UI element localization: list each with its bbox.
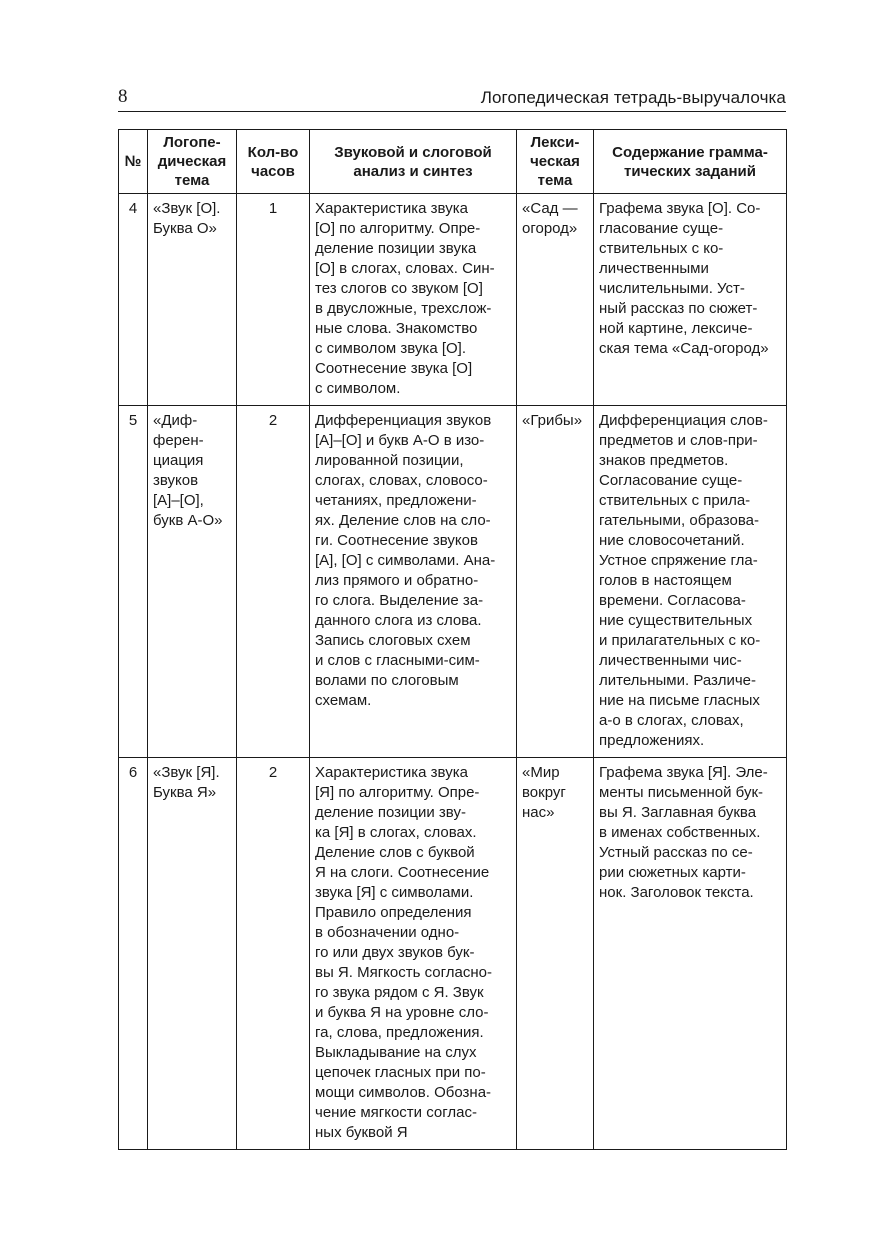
cell-line: ние существительных — [599, 612, 753, 629]
cell-line: волами по слоговым — [315, 672, 459, 689]
cell-line: Согласование суще- — [599, 472, 743, 489]
cell-line: менты письменной бук- — [599, 784, 764, 801]
cell-line: ях. Деление слов на сло- — [315, 512, 491, 529]
cell-line: лиз прямого и обратно- — [315, 572, 479, 589]
cell-number: 5 — [119, 406, 148, 758]
table-row — [119, 406, 787, 758]
cell-line: схемам. — [315, 692, 372, 709]
cell-line: го звука рядом с Я. Звук — [315, 984, 484, 1001]
col-header-lexical: Лекси- ческая тема — [517, 130, 594, 194]
cell-line: и буква Я на уровне сло- — [315, 1004, 489, 1021]
cell-line: ферен- — [153, 432, 204, 449]
cell-analysis — [310, 406, 517, 758]
cell-line: ка [Я] в слогах, словах. — [315, 824, 477, 841]
cell-line: ствительных с ко- — [599, 240, 724, 257]
cell-line: в двусложные, трехслож- — [315, 300, 492, 317]
cell-line: числительными. Уст- — [599, 280, 745, 297]
cell-number: 4 — [119, 194, 148, 406]
cell-line: четаниях, предложени- — [315, 492, 477, 509]
cell-line: нас» — [522, 804, 555, 821]
cell-analysis — [310, 194, 517, 406]
cell-line: лированной позиции, — [315, 452, 464, 469]
cell-line: «Диф- — [153, 412, 198, 429]
cell-line: Устный рассказ по се- — [599, 844, 753, 861]
header-rule — [118, 111, 786, 112]
cell-line: гательными, образова- — [599, 512, 759, 529]
cell-line: вы Я. Заглавная буква — [599, 804, 757, 821]
cell-line: ствительных с прила- — [599, 492, 751, 509]
cell-line: го или двух звуков бук- — [315, 944, 475, 961]
cell-line: вокруг — [522, 784, 566, 801]
cell-line: Выкладывание на слух — [315, 1044, 477, 1061]
cell-line: «Звук [О]. — [153, 200, 221, 217]
cell-grammar — [594, 758, 787, 1150]
cell-line: рии сюжетных карти- — [599, 864, 746, 881]
cell-line: тез слогов со звуком [О] — [315, 280, 483, 297]
cell-line: ги. Соотнесение звуков — [315, 532, 478, 549]
cell-line: и прилагательных с ко- — [599, 632, 761, 649]
cell-line: голов в настоящем — [599, 572, 732, 589]
cell-line: Я на слоги. Соотнесение — [315, 864, 490, 881]
cell-line: мощи символов. Обозна- — [315, 1084, 492, 1101]
cell-topic — [148, 406, 237, 758]
table-row — [119, 758, 787, 1150]
col-header-hours: Кол-во часов — [237, 130, 310, 194]
cell-line: звука [Я] с символами. — [315, 884, 474, 901]
cell-line: Соотнесение звука [О] — [315, 360, 473, 377]
cell-line: и слов с гласными-сим- — [315, 652, 480, 669]
cell-line: огород» — [522, 220, 578, 237]
cell-line: [О] по алгоритму. Опре- — [315, 220, 481, 237]
page-number: 8 — [118, 86, 128, 107]
cell-hours: 2 — [237, 758, 310, 1150]
cell-line: деление позиции зву- — [315, 804, 466, 821]
cell-line: га, слова, предложения. — [315, 1024, 484, 1041]
cell-line: го слога. Выделение за- — [315, 592, 484, 609]
cell-hours: 1 — [237, 194, 310, 406]
cell-line: ская тема «Сад-огород» — [599, 340, 769, 357]
cell-line: ние словосочетаний. — [599, 532, 745, 549]
col-header-number: № — [119, 130, 148, 194]
cell-topic — [148, 758, 237, 1150]
cell-line: Дифференциация звуков — [315, 412, 492, 429]
cell-line: личественными чис- — [599, 652, 742, 669]
cell-line: времени. Согласова- — [599, 592, 746, 609]
cell-number: 6 — [119, 758, 148, 1150]
cell-line: Деление слов с буквой — [315, 844, 475, 861]
cell-line: Характеристика звука — [315, 764, 468, 781]
table-header-row — [119, 130, 787, 194]
cell-line: нок. Заголовок текста. — [599, 884, 754, 901]
cell-line: «Звук [Я]. — [153, 764, 220, 781]
cell-line: [О] в слогах, словах. Син- — [315, 260, 495, 277]
cell-line: [А]–[О] и букв А-О в изо- — [315, 432, 485, 449]
col-header-grammar: Содержание грамма- тических заданий — [594, 130, 787, 194]
cell-line: Устное спряжение гла- — [599, 552, 758, 569]
cell-line: данного слога из слова. — [315, 612, 482, 629]
cell-line: а-о в слогах, словах, — [599, 712, 744, 729]
cell-line: в именах собственных. — [599, 824, 761, 841]
cell-analysis — [310, 758, 517, 1150]
cell-line: «Мир — [522, 764, 560, 781]
cell-line: ный рассказ по сюжет- — [599, 300, 758, 317]
cell-line: ных буквой Я — [315, 1124, 408, 1141]
cell-hours: 2 — [237, 406, 310, 758]
cell-line: деление позиции звука — [315, 240, 477, 257]
col-header-analysis: Звуковой и слоговой анализ и синтез — [310, 130, 517, 194]
cell-line: вы Я. Мягкость согласно- — [315, 964, 492, 981]
cell-line: звуков — [153, 472, 199, 489]
cell-line: предметов и слов-при- — [599, 432, 758, 449]
cell-line: Графема звука [О]. Со- — [599, 200, 761, 217]
page-header — [118, 84, 786, 112]
cell-line: лительными. Различе- — [599, 672, 757, 689]
cell-line: с символом звука [О]. — [315, 340, 467, 357]
cell-line: циация — [153, 452, 204, 469]
cell-line: гласование суще- — [599, 220, 724, 237]
cell-line: Запись слоговых схем — [315, 632, 471, 649]
cell-line: Буква О» — [153, 220, 217, 237]
cell-line: [Я] по алгоритму. Опре- — [315, 784, 480, 801]
cell-line: предложениях. — [599, 732, 705, 749]
running-title: Логопедическая тетрадь-выручалочка — [480, 88, 786, 107]
cell-line: цепочек гласных при по- — [315, 1064, 486, 1081]
cell-lexical — [517, 758, 594, 1150]
cell-line: слогах, словах, словосо- — [315, 472, 488, 489]
cell-line: букв А-О» — [153, 512, 223, 529]
cell-line: ние на письме гласных — [599, 692, 760, 709]
cell-line: «Сад — — [522, 200, 578, 217]
cell-topic — [148, 194, 237, 406]
cell-grammar — [594, 406, 787, 758]
cell-line: Правило определения — [315, 904, 472, 921]
cell-line: Графема звука [Я]. Эле- — [599, 764, 768, 781]
table-row — [119, 194, 787, 406]
cell-line: личественными — [599, 260, 709, 277]
cell-line: Характеристика звука — [315, 200, 468, 217]
cell-line: Буква Я» — [153, 784, 217, 801]
cell-line: [А]–[О], — [153, 492, 204, 509]
cell-line: «Грибы» — [522, 412, 583, 429]
lesson-plan-table — [118, 129, 787, 1150]
cell-line: чение мягкости соглас- — [315, 1104, 477, 1121]
cell-grammar — [594, 194, 787, 406]
cell-line: в обозначении одно- — [315, 924, 460, 941]
col-header-topic: Логопе- дическая тема — [148, 130, 237, 194]
cell-line: ные слова. Знакомство — [315, 320, 478, 337]
cell-line: Дифференциация слов- — [599, 412, 768, 429]
cell-lexical — [517, 194, 594, 406]
cell-line: [А], [О] с символами. Ана- — [315, 552, 496, 569]
cell-lexical — [517, 406, 594, 758]
cell-line: знаков предметов. — [599, 452, 729, 469]
cell-line: ной картине, лексиче- — [599, 320, 753, 337]
cell-line: с символом. — [315, 380, 401, 397]
